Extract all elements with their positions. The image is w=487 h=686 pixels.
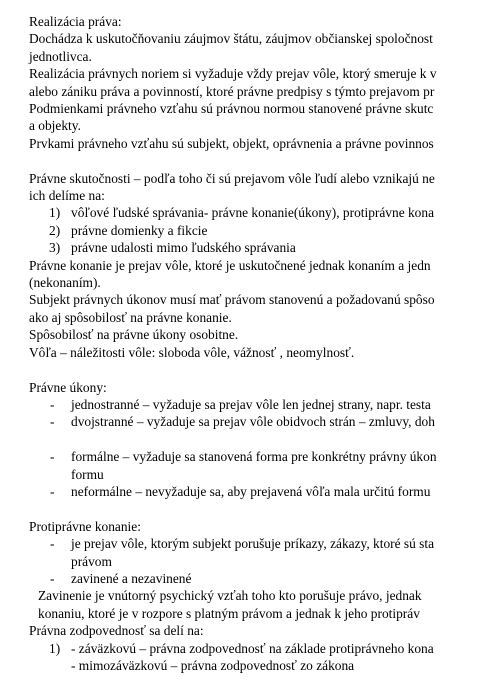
indented-paragraph-line: Zavinenie je vnútorný psychický vzťah toho kto porušuje právo, jednak [38, 588, 422, 604]
paragraph-line: Prvkami právneho vzťahu sú subjekt, objekt, oprávnenia a právne povinnos [29, 135, 434, 151]
list-item-text: dvojstranné – vyžaduje sa prejav vôle obidvoch strán – zmluvy, doh [71, 414, 435, 430]
list-item-text: právne udalosti mimo ľudského správania [71, 240, 296, 256]
paragraph-line: Spôsobilosť na právne úkony osobitne. [29, 327, 239, 343]
paragraph-line: a objekty. [29, 118, 81, 134]
list-marker: 2) [49, 222, 61, 238]
list-item-text: - záväzkovú – právna zodpovednosť na základe protiprávneho kona [71, 640, 434, 656]
list-item-text: jednostranné – vyžaduje sa prejav vôle len jednej strany, napr. testa [71, 396, 431, 412]
list-item-text: neformálne – nevyžaduje sa, aby prejavená vôľa mala určitú formu [71, 483, 431, 499]
list-item-continuation: právom [71, 553, 112, 569]
list-item [0, 396, 487, 413]
list-marker: 1) [49, 205, 61, 221]
list-item [0, 640, 487, 657]
list-item [0, 483, 487, 500]
list-item-text: - mimozáväzkovú – právna zodpovednosť zo zákona [71, 657, 355, 673]
list-marker: - [50, 570, 55, 586]
blank-line [0, 431, 487, 448]
list-item [0, 535, 487, 552]
blank-line [0, 500, 487, 517]
list-item [0, 204, 487, 221]
list-item [0, 570, 487, 587]
paragraph-line: Právne konanie je prejav vôle, ktoré je uskutočnené jednak konaním a jedn [29, 257, 431, 273]
paragraph-line: Právne skutočnosti – podľa toho či sú prejavom vôle ľudí alebo vznikajú ne [29, 170, 435, 186]
blank-line [0, 152, 487, 169]
paragraph-line: Realizácia právnych noriem si vyžaduje vždy prejav vôle, ktorý smeruje k v [29, 66, 437, 82]
paragraph-line: jednotlivca. [29, 48, 92, 64]
list-item [0, 448, 487, 465]
paragraph-line: Dochádza k uskutočňovaniu záujmov štátu, záujmov občianskej spoločnost [29, 31, 433, 47]
list-item-text: vôľové ľudské správania- právne konanie(úkony), protiprávne kona [71, 205, 435, 221]
paragraph-line: (nekonaním). [29, 275, 101, 291]
paragraph-line: Právna zodpovednosť sa delí na: [29, 623, 204, 639]
list-item [0, 222, 487, 239]
blank-line [0, 361, 487, 378]
heading-realizacia: Realizácia práva: [29, 14, 122, 29]
list-marker: - [50, 536, 55, 552]
paragraph-line: ako aj spôsobilosť na právne konanie. [29, 309, 232, 325]
list-marker: - [50, 396, 55, 412]
list-marker: 1) [49, 640, 61, 656]
list-item [0, 413, 487, 430]
list-item [0, 239, 487, 256]
list-marker: - [50, 483, 55, 499]
list-item-text: právne domienky a fikcie [71, 222, 208, 238]
list-marker: - [50, 414, 55, 430]
paragraph-line: ich delíme na: [29, 188, 105, 204]
list-marker [49, 657, 71, 674]
paragraph-line: Podmienkami právneho vzťahu sú právnou normou stanovené právne skutc [29, 101, 434, 117]
list-item-text: zavinené a nezavinené [71, 570, 192, 586]
section-heading-pravne-ukony: Právne úkony: [29, 379, 107, 395]
list-marker: 3) [49, 240, 61, 256]
paragraph-line: alebo zániku práva a povinností, ktoré právne predpisy s týmto prejavom pr [29, 83, 435, 99]
list-marker: - [50, 449, 55, 465]
paragraph-line: Vôľa – náležitosti vôle: sloboda vôle, vážnosť , neomylnosť. [29, 344, 355, 360]
list-item-text: je prejav vôle, ktorým subjekt porušuje príkazy, zákazy, ktoré sú sta [71, 536, 435, 552]
list-item [0, 657, 487, 674]
paragraph-line: Subjekt právnych úkonov musí mať právom stanovenú a požadovanú spôso [29, 292, 435, 308]
list-item-continuation: formu [71, 466, 104, 482]
indented-paragraph-line: konaniu, ktoré je v rozpore s platným právom a jednak k jeho protipráv [38, 605, 420, 621]
section-heading-protipravne-konanie: Protiprávne konanie: [29, 518, 141, 534]
list-item-text: formálne – vyžaduje sa stanovená forma pre konkrétny právny úkon [71, 449, 437, 465]
